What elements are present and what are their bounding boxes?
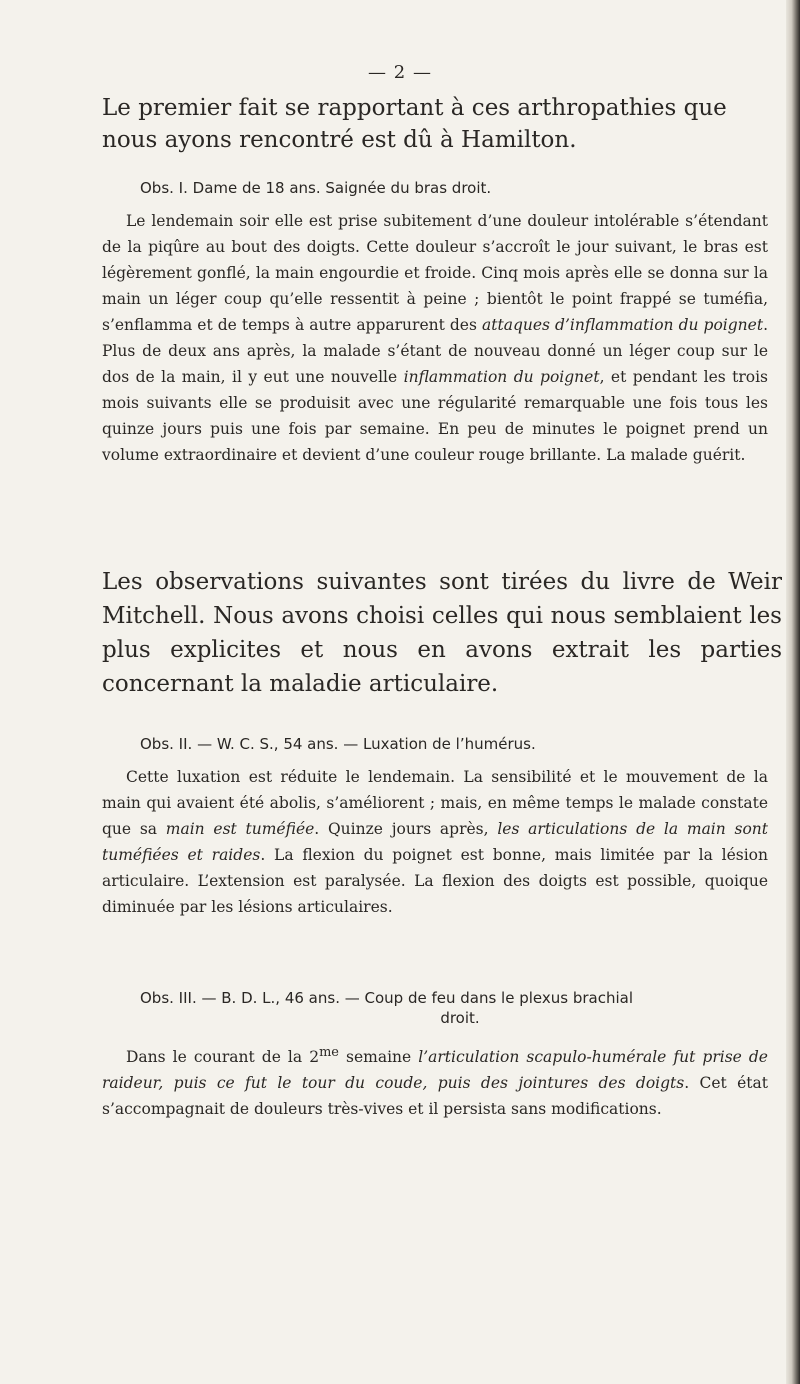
obs-3-heading-line-2: droit.: [440, 1009, 480, 1027]
lead-paragraph: Le premier fait se rapportant à ces arthropathies que nous ayons rencontré est dû à Hamilton.: [102, 95, 727, 153]
obs-3-text-1: Dans le courant de la 2: [126, 1048, 320, 1067]
obs-2-italic-1: main est tuméfiée: [165, 820, 315, 838]
obs-2-body: [102, 764, 768, 920]
obs-2-paragraph: [102, 764, 768, 920]
middle-paragraph: Les observations suivantes sont tirées du livre de Weir Mitchell. Nous avons choisi celles qui nous semblaient les plus explicites et nous en avons extrait les parties concernant la maladie articulaire.: [102, 569, 782, 697]
obs-3-heading: [140, 988, 780, 1028]
obs-1-text-3: , et pendant les trois mois suivants elle se produisit avec une régularité remarquable une fois tous les quinze jours puis une fois par semaine. En peu de minutes le poignet prend un volume extraordinaire et devient d’une couleur rouge brillante. La malade guérit.: [102, 368, 768, 464]
obs-3-heading-line-1: Obs. III. — B. D. L., 46 ans. — Coup de feu dans le plexus brachial: [140, 989, 634, 1007]
obs-2-text-3: . La flexion du poignet est bonne, mais limitée par la lésion articulaire. L’extension est paralysée. La flexion des doigts est possible, quoique diminuée par les lésions articulaires.: [102, 846, 768, 916]
obs-1-heading: Obs. I. Dame de 18 ans. Saignée du bras droit.: [140, 179, 492, 197]
obs-2-text-2: . Quinze jours après,: [314, 820, 498, 838]
obs-3-text-3: . Cet état s’accompagnait de douleurs très-vives et il persista sans modifications.: [102, 1074, 768, 1119]
obs-3-superscript: me: [319, 1045, 339, 1060]
obs-3-body: [102, 1040, 768, 1122]
obs-1-text-1: Le lendemain soir elle est prise subitement d’une douleur intolérable s’étendant de la piqûre au bout des doigts. Cette douleur s’accroît le jour suivant, le bras est légèrement gonflé, la main engourdie et froide. Cinq mois après elle se donna sur la main un léger coup qu’elle ressentit à peine ; bientôt le point frappé se tuméfia, s’enflamma et de temps à autre apparurent des: [102, 212, 768, 334]
obs-3-text-2: semaine: [338, 1048, 419, 1067]
obs-1-text-2: . Plus de deux ans après, la malade s’étant de nouveau donné un léger coup sur le dos de la main, il y eut une nouvelle: [102, 316, 768, 386]
obs-2-text-1: Cette luxation est réduite le lendemain. La sensibilité et le mouvement de la main qui avaient été abolis, s’améliorent ; mais, en même temps le malade constate que sa: [102, 768, 768, 838]
obs-1-body: [102, 208, 768, 468]
obs-3-paragraph: [102, 1040, 768, 1122]
obs-1-italic-1: attaques d’inflammation du poignet: [482, 316, 764, 334]
page-binding-shadow: [786, 0, 800, 1384]
page-number: — 2 —: [368, 62, 432, 83]
obs-3-italic-1: l’articulation scapulo-humérale fut prise de raideur, puis ce fut le tour du coude, puis des jointures des doigts: [102, 1048, 768, 1093]
obs-2-heading: Obs. II. — W. C. S., 54 ans. — Luxation de l’humérus.: [140, 735, 536, 753]
obs-2-italic-2: les articulations de la main sont tuméfiées et raides: [102, 820, 768, 864]
obs-1-paragraph: [102, 208, 768, 468]
obs-1-italic-2: inflammation du poignet: [403, 368, 600, 386]
